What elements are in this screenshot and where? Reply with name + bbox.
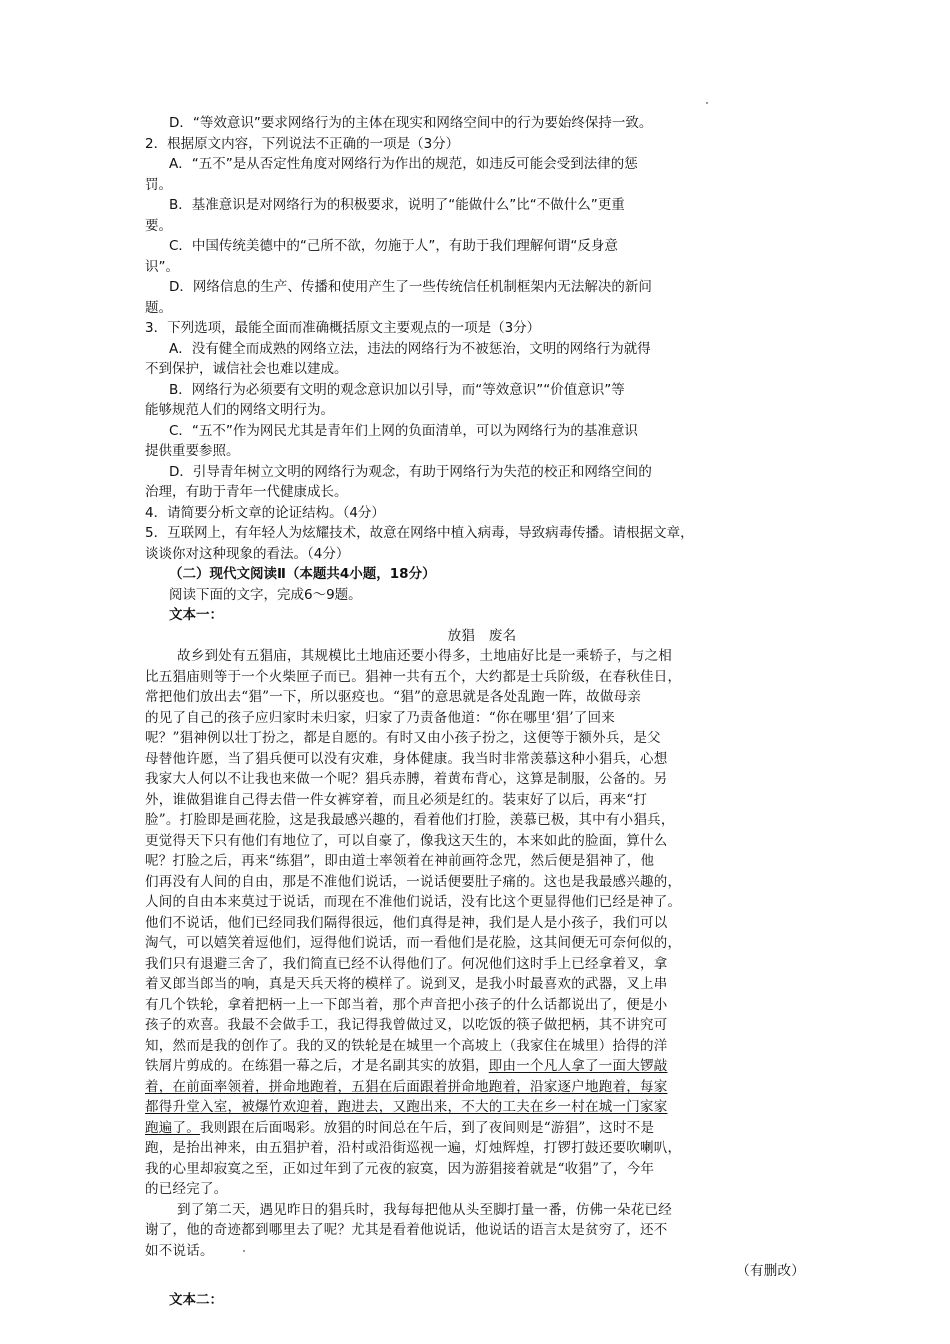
page-content — [145, 113, 805, 1310]
q2-option-c-cont: 识”。 — [145, 258, 179, 275]
story-line: 的已经完了。 — [145, 1181, 228, 1197]
story-line: 着叉郎当郎当的响，真是天兵天将的模样了。说到叉，是我小时最喜欢的武器，叉上串 — [145, 976, 668, 992]
story-line: 更觉得天下只有他们有地位了，可以自豪了，像我这天生的，本来如此的脸面，算什么 — [145, 832, 668, 849]
story-line: 脸”。打脸即是画花脸，这是我最感兴趣的，看着他们打脸，羡慕已极，其中有小猖兵， — [145, 812, 675, 828]
q3-option-a-cont: 不到保护，诚信社会也难以建成。 — [145, 361, 348, 377]
story-line: 常把他们放出去“猖”一下，所以驱疫也。“猖”的意思就是各处乱跑一阵，故做母亲 — [145, 689, 642, 705]
underlined-passage: 跑遍了。 — [145, 1119, 200, 1136]
section-heading: （二）现代文阅读Ⅱ（本题共4小题，18分） — [169, 566, 436, 582]
text-two-label: 文本二： — [169, 1291, 223, 1308]
story-line: 外，谁做猖谁自己得去借一件女裤穿着，而且必须是红的。装束好了以后，再来“打 — [145, 791, 648, 808]
q2-option-a-cont: 罚。 — [145, 176, 172, 193]
story-line-mixed — [145, 1118, 805, 1139]
story-line: 人间的自由本来莫过于说话，而现在不准他们说话，没有比这个更显得他们已经是神了。 — [145, 894, 682, 910]
story-line: 母替他许愿，当了猖兵便可以没有灾难，身体健康。我当时非常羡慕这种小猖兵，心想 — [145, 750, 668, 767]
q5-stem-cont: 谈谈你对这种现象的看法。（4分） — [145, 545, 350, 562]
reading-instruction: 阅读下面的文字，完成6～9题。 — [169, 586, 362, 603]
q2-option-a: A．“五不”是从否定性角度对网络行为作出的规范，如违反可能会受到法律的惩 — [169, 156, 638, 172]
story-line: 的见了自己的孩子应归家时未归家，归家了乃责备他道：“你在哪里‘猖’了回来 — [145, 709, 615, 726]
story-line: 到了第二天，遇见昨日的猖兵时，我每每把他从头至脚打量一番，仿佛一朵花已经 — [177, 1201, 672, 1218]
story-line: 他们不说话，他们已经同我们隔得很远，他们真得是神，我们是人是小孩子，我们可以 — [145, 914, 668, 931]
story-line: 故乡到处有五猖庙，其规模比土地庙还要小得多，土地庙好比是一乘轿子，与之相 — [177, 648, 672, 664]
q2-option-b: B．基准意识是对网络行为的积极要求，说明了“能做什么”比“不做什么”更重 — [169, 197, 625, 213]
q3-option-c-cont: 提供重要参照。 — [145, 443, 240, 459]
q3-option-d-cont: 治理，有助于青年一代健康成长。 — [145, 484, 348, 500]
story-text: 铁屑片剪成的。在练猖一幕之后，才是名副其实的放猖， — [145, 1058, 489, 1074]
story-text: 我则跟在后面喝彩。放猖的时间总在午后，到了夜间则是“游猖”，这时不是 — [200, 1119, 655, 1136]
story-line: 呢？打脸之后，再来“练猖”，即由道士率领着在神前画符念咒，然后便是猖神了，他 — [145, 853, 655, 869]
q2-option-c: C．中国传统美德中的“己所不欲，勿施于人”，有助于我们理解何谓“反身意 — [169, 238, 618, 254]
q3-option-b-cont: 能够规范人们的网络文明行为。 — [145, 402, 334, 418]
scan-speck — [706, 102, 708, 104]
q1-option-d: D．“等效意识”要求网络行为的主体在现实和网络空间中的行为要始终保持一致。 — [169, 115, 653, 131]
story-line: 谢了，他的奇迹都到哪里去了呢？尤其是看着他说话，他说话的语言太是贫穷了，还不 — [145, 1222, 668, 1238]
q2-option-b-cont: 要。 — [145, 217, 172, 234]
story-body — [145, 646, 805, 1282]
story-line-mixed — [145, 1056, 805, 1077]
underlined-passage: 即由一个凡人拿了一面大锣敲 — [488, 1058, 668, 1074]
q2-option-d: D．网络信息的生产、传播和使用产生了一些传统信任机制框架内无法解决的新问 — [169, 279, 652, 295]
story-line: 们再没有人间的自由，那是不准他们说话，一说话便要肚子痛的。这也是我最感兴趣的， — [145, 873, 682, 890]
story-line: 淘气，可以嬉笑着逗他们，逗得他们说话，而一看他们是花脸，这其间便无可奈何似的， — [145, 935, 682, 951]
story-line: 我们只有退避三舍了，我们简直已经不认得他们了。何况他们这时手上已经拿着叉，拿 — [145, 955, 668, 972]
q2-stem: 2．根据原文内容，下列说法不正确的一项是（3分） — [145, 135, 460, 152]
q3-option-b: B．网络行为必须要有文明的观念意识加以引导，而“等效意识”“价值意识”等 — [169, 381, 625, 398]
story-title: 放猖 废名 — [447, 627, 517, 644]
q3-stem: 3．下列选项，最能全面而准确概括原文主要观点的一项是（3分） — [145, 320, 541, 336]
text-one-label: 文本一： — [169, 607, 223, 623]
story-line: 知，然而是我的创作了。我的叉的铁轮是在城里一个高坡上（我家住在城里）拾得的洋 — [145, 1037, 668, 1054]
story-line: 跑，是抬出神来，由五猖护着，沿村或沿街巡视一遍，灯烛辉煌，打锣打鼓还要吹喇叭， — [145, 1140, 682, 1156]
q4-stem: 4．请简要分析文章的论证结构。（4分） — [145, 504, 385, 521]
story-line: 呢？”猖神例以壮丁扮之，都是自愿的。有时又由小孩子扮之，这便等于额外兵，是父 — [145, 730, 661, 746]
underlined-passage: 着，在前面率领着，拼命地跑着，五猖在后面跟着拼命地跑着，沿家逐户地跑着，每家 — [145, 1078, 668, 1095]
q3-option-c: C．“五不”作为网民尤其是青年们上网的负面清单，可以为网络行为的基准意识 — [169, 422, 638, 439]
story-line: 如不说话。 — [145, 1242, 214, 1259]
q3-option-a: A．没有健全而成熟的网络立法，违法的网络行为不被惩治，文明的网络行为就得 — [169, 340, 651, 357]
underlined-passage: 都得升堂入室，被爆竹欢迎着，跑进去，又跑出来，不大的工夫在乡一村在城一门家家 — [145, 1099, 668, 1115]
q2-option-d-cont: 题。 — [145, 299, 172, 316]
q3-option-d: D．引导青年树立文明的网络行为观念，有助于网络行为失范的校正和网络空间的 — [169, 463, 652, 480]
story-line: 我的心里却寂寞之至，正如过年到了元夜的寂寞，因为游猖接着就是“收猖”了，今年 — [145, 1160, 655, 1177]
story-line: 有几个铁轮，拿着把柄一上一下郎当着，那个声音把小孩子的什么话都说出了，便是小 — [145, 996, 668, 1013]
story-line: 我家大人何以不让我也来做一个呢？猖兵赤膊，着黄布背心，这算是制服，公备的。另 — [145, 771, 668, 787]
edit-note: （有删改） — [736, 1263, 805, 1279]
story-line: 孩子的欢喜。我最不会做手工，我记得我曾做过叉，以吃饭的筷子做把柄，其不讲究可 — [145, 1017, 668, 1033]
q5-stem: 5．互联网上，有年轻人为炫耀技术，故意在网络中植入病毒，导致病毒传播。请根据文章， — [145, 525, 694, 541]
story-line: 比五猖庙则等于一个火柴匣子而已。猖神一共有五个，大约都是士兵阶级，在春秋佳日， — [145, 668, 682, 685]
